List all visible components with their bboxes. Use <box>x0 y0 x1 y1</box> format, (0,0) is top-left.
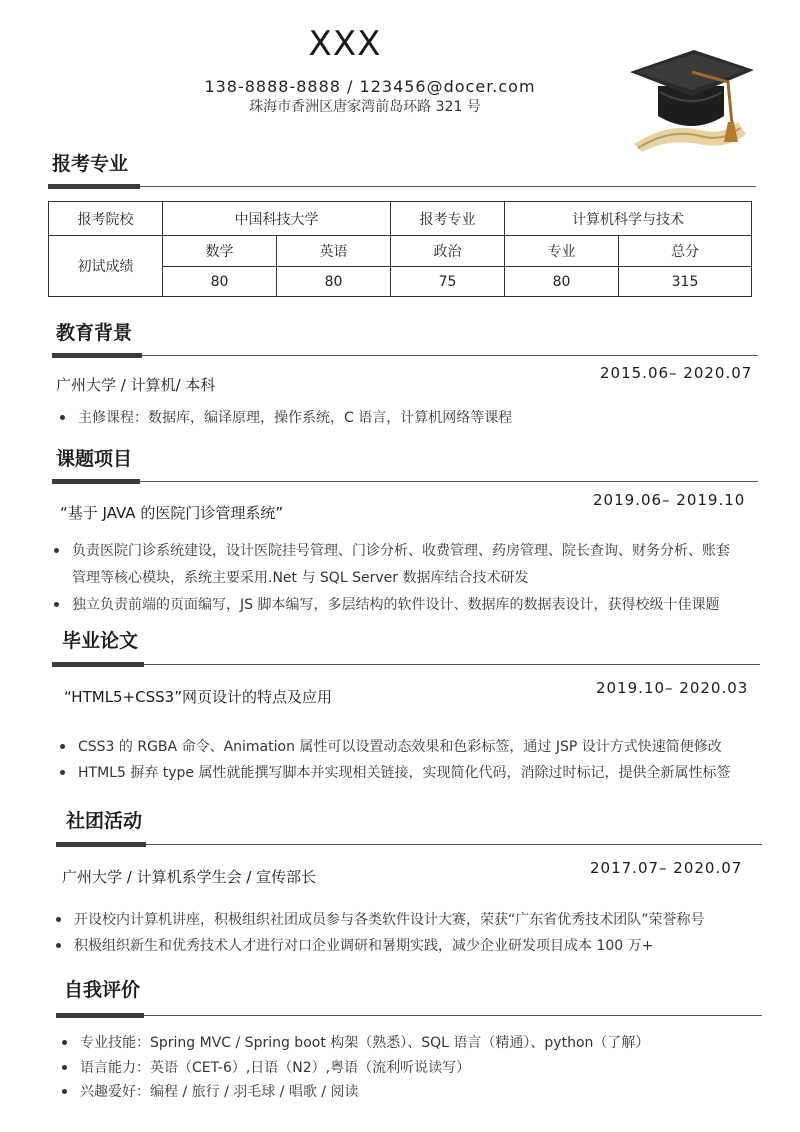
section-accent-bar <box>48 184 140 189</box>
section-divider <box>52 355 758 356</box>
list-item-text: HTML5 摒弃 type 属性就能撰写脚本并实现相关链接，实现简化代码，消除过时标记，提供全新属性标签 <box>78 765 731 781</box>
bullet-dot <box>60 744 65 749</box>
section-accent-bar <box>56 1013 144 1018</box>
bullet-dot <box>60 415 65 420</box>
major-label: 报考专业 <box>391 202 505 236</box>
section-divider <box>52 481 758 482</box>
education-date: 2015.06– 2020.07 <box>600 364 753 382</box>
section-accent-bar <box>52 479 140 484</box>
section-accent-bar <box>52 353 142 358</box>
thesis-entry: “HTML5+CSS3”网页设计的特点及应用 <box>64 688 332 706</box>
section-title-project: 课题项目 <box>56 448 133 470</box>
project-date: 2019.06– 2019.10 <box>593 491 746 509</box>
list-item <box>74 907 705 933</box>
score-cell: 315 <box>619 267 752 297</box>
score-cell: 75 <box>391 267 505 297</box>
list-item-text: 独立负责前端的页面编写，JS 脚本编写，多层结构的软件设计、数据库的数据表设计，获得校级十佳课题 <box>72 597 720 613</box>
list-item-text: 兴趣爱好：编程 / 旅行 / 羽毛球 / 唱歌 / 阅读 <box>80 1084 359 1100</box>
section-divider <box>56 1015 762 1016</box>
section-title-education: 教育背景 <box>56 322 133 344</box>
bullet-dot <box>56 943 61 948</box>
score-cell: 80 <box>277 267 391 297</box>
list-item-text: 积极组织新生和优秀技术人才进行对口企业调研和暑期实践，减少企业研发项目成本 100 万+ <box>74 938 654 954</box>
section-title-club: 社团活动 <box>66 810 143 832</box>
list-item <box>80 1079 358 1105</box>
list-item-text: 主修课程：数据库，编译原理，操作系统，C 语言，计算机网络等课程 <box>78 410 513 426</box>
subject-cell: 专业 <box>505 236 619 267</box>
contact-info: 138-8888-8888 / 123456@docer.com <box>204 77 536 96</box>
school-value: 中国科技大学 <box>163 202 391 236</box>
section-divider <box>48 186 756 187</box>
list-item-continuation <box>72 565 528 591</box>
section-title-self: 自我评价 <box>64 979 141 1001</box>
list-item <box>78 405 512 431</box>
score-label: 初试成绩 <box>49 236 163 297</box>
section-accent-bar <box>52 662 144 667</box>
list-item-text: 负责医院门诊系统建设，设计医院挂号管理、门诊分析、收费管理、药房管理、院长查询、财务分析、账套 <box>72 543 730 559</box>
subject-cell: 数学 <box>163 236 277 267</box>
list-item <box>74 933 653 959</box>
bullet-dot <box>56 917 61 922</box>
club-entry: 广州大学 / 计算机系学生会 / 宣传部长 <box>62 868 317 886</box>
list-item-text: 开设校内计算机讲座，积极组织社团成员参与各类软件设计大赛，荣获“广东省优秀技术团队”荣誉称号 <box>74 912 705 928</box>
exam-table <box>48 201 752 297</box>
club-date: 2017.07– 2020.07 <box>590 859 743 877</box>
list-item-text: 专业技能：Spring MVC / Spring boot 构架（熟悉）、SQL 语言（精通）、python（了解） <box>80 1035 650 1051</box>
score-cell: 80 <box>505 267 619 297</box>
major-value: 计算机科学与技术 <box>505 202 752 236</box>
list-item <box>80 1030 649 1056</box>
subject-cell: 英语 <box>277 236 391 267</box>
bullet-dot <box>60 770 65 775</box>
section-divider <box>52 664 760 665</box>
thesis-date: 2019.10– 2020.03 <box>596 679 749 697</box>
list-item <box>78 734 722 760</box>
address: 珠海市香洲区唐家湾前岛环路 321 号 <box>249 99 481 115</box>
list-item-text: 管理等核心模块，系统主要采用.Net 与 SQL Server 数据库结合技术研发 <box>72 570 529 586</box>
list-item <box>72 538 730 564</box>
score-cell: 80 <box>163 267 277 297</box>
subject-cell: 总分 <box>619 236 752 267</box>
list-item <box>80 1055 470 1081</box>
school-label: 报考院校 <box>49 202 163 236</box>
section-title-thesis: 毕业论文 <box>62 630 139 652</box>
list-item-text: CSS3 的 RGBA 命令、Animation 属性可以设置动态效果和色彩标签，通过 JSP 设计方式快速简便修改 <box>78 739 722 755</box>
bullet-dot <box>62 1040 67 1045</box>
graduation-cap-icon <box>628 44 756 154</box>
bullet-dot <box>54 548 59 553</box>
bullet-dot <box>54 602 59 607</box>
candidate-name: XXX <box>308 24 382 64</box>
section-title-apply: 报考专业 <box>52 153 129 175</box>
list-item <box>72 592 719 618</box>
section-accent-bar <box>56 842 146 847</box>
list-item <box>78 760 731 786</box>
bullet-dot <box>62 1089 67 1094</box>
subject-cell: 政治 <box>391 236 505 267</box>
bullet-dot <box>62 1065 67 1070</box>
project-entry: “基于 JAVA 的医院门诊管理系统” <box>60 504 284 522</box>
list-item-text: 语言能力：英语（CET-6）,日语（N2）,粤语（流利听说读写） <box>80 1060 471 1076</box>
education-entry: 广州大学 / 计算机/ 本科 <box>56 376 216 394</box>
section-divider <box>56 844 762 845</box>
